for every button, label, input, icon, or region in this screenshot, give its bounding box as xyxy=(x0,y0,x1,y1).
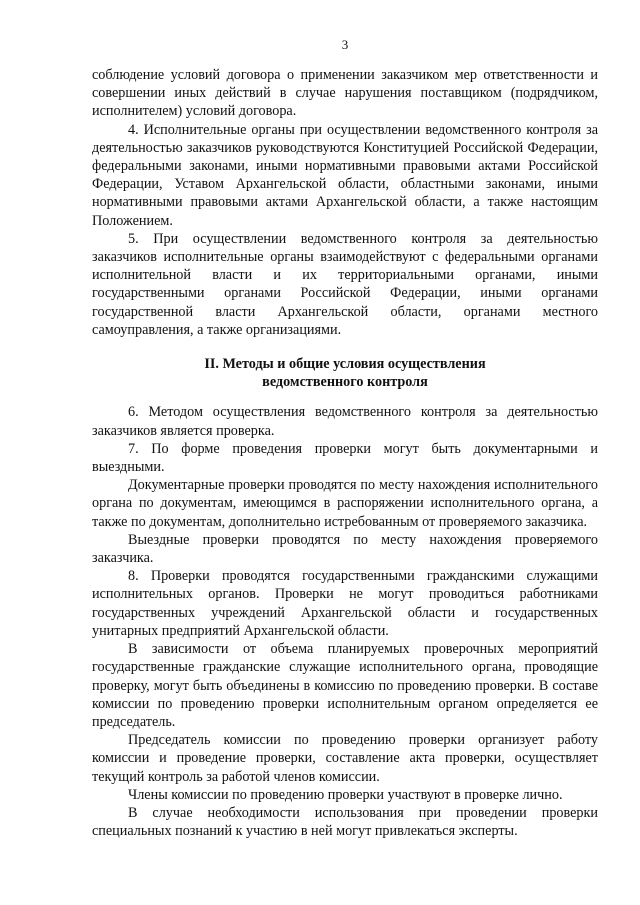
paragraphs-bottom xyxy=(92,403,598,840)
paragraph-p7b: Выездные проверки проводятся по месту нахождения проверяемого заказчика. xyxy=(92,531,598,567)
paragraph-p8a: В зависимости от объема планируемых проверочных мероприятий государственные гражданские служащие исполнительного органа, проводящие проверку, могут быть объединены в комиссию по проведению проверки. В составе комиссии по проведению проверки исполнительным органом определяется ее председатель. xyxy=(92,641,598,730)
paragraph-p8: 8. Проверки проводятся государственными гражданскими служащими исполнительных органов. Проверки не могут проводиться работниками государственных учреждений Архангельской области и государственных унитарных предприятий Архангельской области. xyxy=(92,568,598,639)
paragraph-p7a: Документарные проверки проводятся по месту нахождения исполнительного органа по документам, имеющимся в распоряжении исполнительного органа, а также по документам, дополнительно истребованным от проверяемого заказчика. xyxy=(92,477,598,530)
paragraph-p7: 7. По форме проведения проверки могут быть документарными и выездными. xyxy=(92,440,598,476)
paragraph-p8b: Председатель комиссии по проведению проверки организует работу комиссии и проведение проверки, составление акта проверки, осуществляет текущий контроль за работой членов комиссии. xyxy=(92,732,598,785)
paragraph-p6: 6. Методом осуществления ведомственного контроля за деятельностью заказчиков является проверка. xyxy=(92,404,598,439)
paragraph-p8d: В случае необходимости использования при проведении проверки специальных познаний к участию в ней могут привлекаться эксперты. xyxy=(92,804,598,840)
section-heading xyxy=(92,355,598,391)
section-heading-line2: ведомственного контроля xyxy=(262,374,428,391)
paragraphs-top xyxy=(92,66,598,339)
paragraph-p-cont: соблюдение условий договора о применении заказчиком мер ответственности и совершении иных действий в случае нарушения поставщиком (подрядчиком, исполнителем) условий договора. xyxy=(92,67,598,120)
section-heading-line1: II. Методы и общие условия осуществления xyxy=(204,356,486,373)
paragraph-p8c: Члены комиссии по проведению проверки участвуют в проверке лично. xyxy=(128,786,563,803)
paragraph-p5: 5. При осуществлении ведомственного контроля за деятельностью заказчиков исполнительные органы взаимодействуют с федеральными органами исполнительной власти и их территориальными органами, иными государственными органами Российской Федерации, иными органами государственной власти Архангельской области, органами местного самоуправления, а также организациями. xyxy=(92,230,598,338)
paragraph-p4: 4. Исполнительные органы при осуществлении ведомственного контроля за деятельностью заказчиков руководствуются Конституцией Российской Федерации, федеральными законами, иными нормативными правовыми актами Российской Федерации, Уставом Архангельской области, областными законами, иными нормативными правовыми актами Архангельской области, а также настоящим Положением. xyxy=(92,121,598,229)
page-number: 3 xyxy=(341,37,349,52)
